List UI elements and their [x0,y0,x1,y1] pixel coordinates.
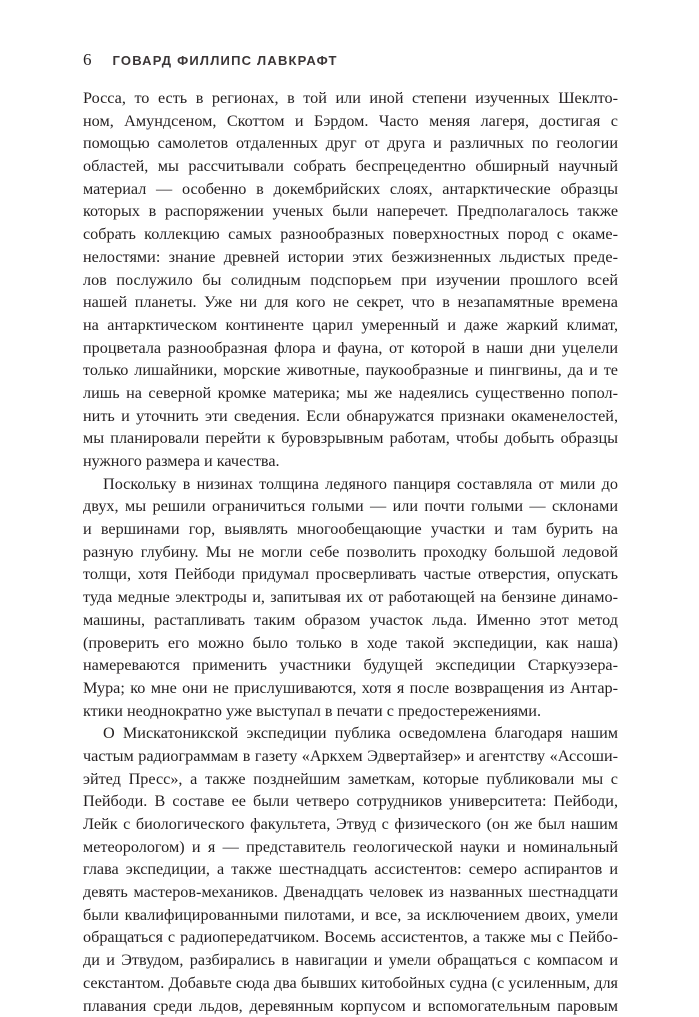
text-line: материал — особенно в докембрийских слоях, антарктические образцы [83,178,618,201]
paragraph [83,473,618,723]
text-line: и вершинами гор, выявлять многообещающие участки и там бурить на [83,518,618,541]
text-line: нелостями: знание древней истории этих безжизненных льдистых преде- [83,246,618,269]
text-line: Поскольку в низинах толщина ледяного панциря составляла от мили до [83,473,618,496]
text-line: ди и Этвудом, разбирались в навигации и умели обращаться с компасом и [83,949,618,972]
text-line: Росса, то есть в регионах, в той или иной степени изученных Шеклто- [83,87,618,110]
text-line: нашей планеты. Уже ни для кого не секрет, что в незапамятные времена [83,291,618,314]
text-line: ктики неоднократно уже выступал в печати с предостережениями. [83,700,618,723]
text-line: туда медные электроды и, запитывая их от работающей на бензине динамо- [83,586,618,609]
paragraph [83,87,618,473]
text-line: Лейк с биологического факультета, Этвуд с физического (он же был нашим [83,813,618,836]
text-line: на антарктическом континенте царил умеренный и даже жаркий климат, [83,314,618,337]
text-line: нить и уточнить эти сведения. Если обнаружатся признаки окаменелостей, [83,405,618,428]
text-line: глава экспедиции, а также шестнадцать ассистентов: семеро аспирантов и [83,858,618,881]
text-line: собрать коллекцию самых разнообразных поверхностных пород с окаме- [83,223,618,246]
paragraph [83,722,618,1017]
text-line: мы планировали перейти к буровзрывным работам, чтобы добыть образцы [83,427,618,450]
text-line: Пейбоди. В составе ее были четверо сотрудников университета: Пейбоди, [83,790,618,813]
text-line: секстантом. Добавьте сюда два бывших китобойных судна (с усиленным, для [83,972,618,995]
running-head [83,50,338,70]
text-line: эйтед Пресс», а также позднейшим заметкам, которые публиковали мы с [83,768,618,791]
text-line: метеорологом) и я — представитель геологической науки и номинальный [83,836,618,859]
running-head-author: ГОВАРД ФИЛЛИПС ЛАВКРАФТ [113,53,338,68]
text-line: помощью самолетов отдаленных друг от друга и различных по геологии [83,132,618,155]
text-line: плавания среди льдов, деревянным корпусом и вспомогательным паровым [83,995,618,1017]
text-line: были квалифицированными пилотами, и все, за исключением двоих, умели [83,904,618,927]
text-line: двух, мы решили ограничиться голыми — или почти голыми — склонами [83,495,618,518]
text-line: девять мастеров-механиков. Двенадцать человек из названных шестнадцати [83,881,618,904]
text-line: лишь на северной кромке материка; мы же надеялись существенно попол- [83,382,618,405]
text-line: машины, растапливать таким образом участок льда. Именно этот метод [83,609,618,632]
text-line: ном, Амундсеном, Скоттом и Бэрдом. Часто меняя лагеря, достигая с [83,110,618,133]
text-line: (проверить его можно было только в ходе такой экспедиции, как наша) [83,632,618,655]
text-line: лов послужило бы солидным подспорьем при изучении прошлого всей [83,269,618,292]
text-line: толщи, хотя Пейбоди придумал просверливать частые отверстия, опускать [83,563,618,586]
text-line: которых в распоряжении ученых были наперечет. Предполагалось также [83,200,618,223]
text-line: нужного размера и качества. [83,450,618,473]
text-line: намереваются применить участники будущей экспедиции Старкуэзера- [83,654,618,677]
text-line: обращаться с радиопередатчиком. Восемь ассистентов, а также мы с Пейбо- [83,926,618,949]
page-number: 6 [83,50,92,70]
text-line: разную глубину. Мы не могли себе позволить проходку большой ледовой [83,541,618,564]
text-line: областей, мы рассчитывали собрать беспрецедентно обширный научный [83,155,618,178]
body-text [83,87,618,1017]
text-line: Мура; ко мне они не прислушиваются, хотя я после возвращения из Антар- [83,677,618,700]
text-line: только лишайники, морские животные, паукообразные и пингвины, да и те [83,359,618,382]
text-line: процветала разнообразная флора и фауна, от которой в наши дни уцелели [83,337,618,360]
text-line: частым радиограммам в газету «Аркхем Эдвертайзер» и агентству «Ассоши- [83,745,618,768]
text-line: О Мискатоникской экспедиции публика осведомлена благодаря нашим [83,722,618,745]
